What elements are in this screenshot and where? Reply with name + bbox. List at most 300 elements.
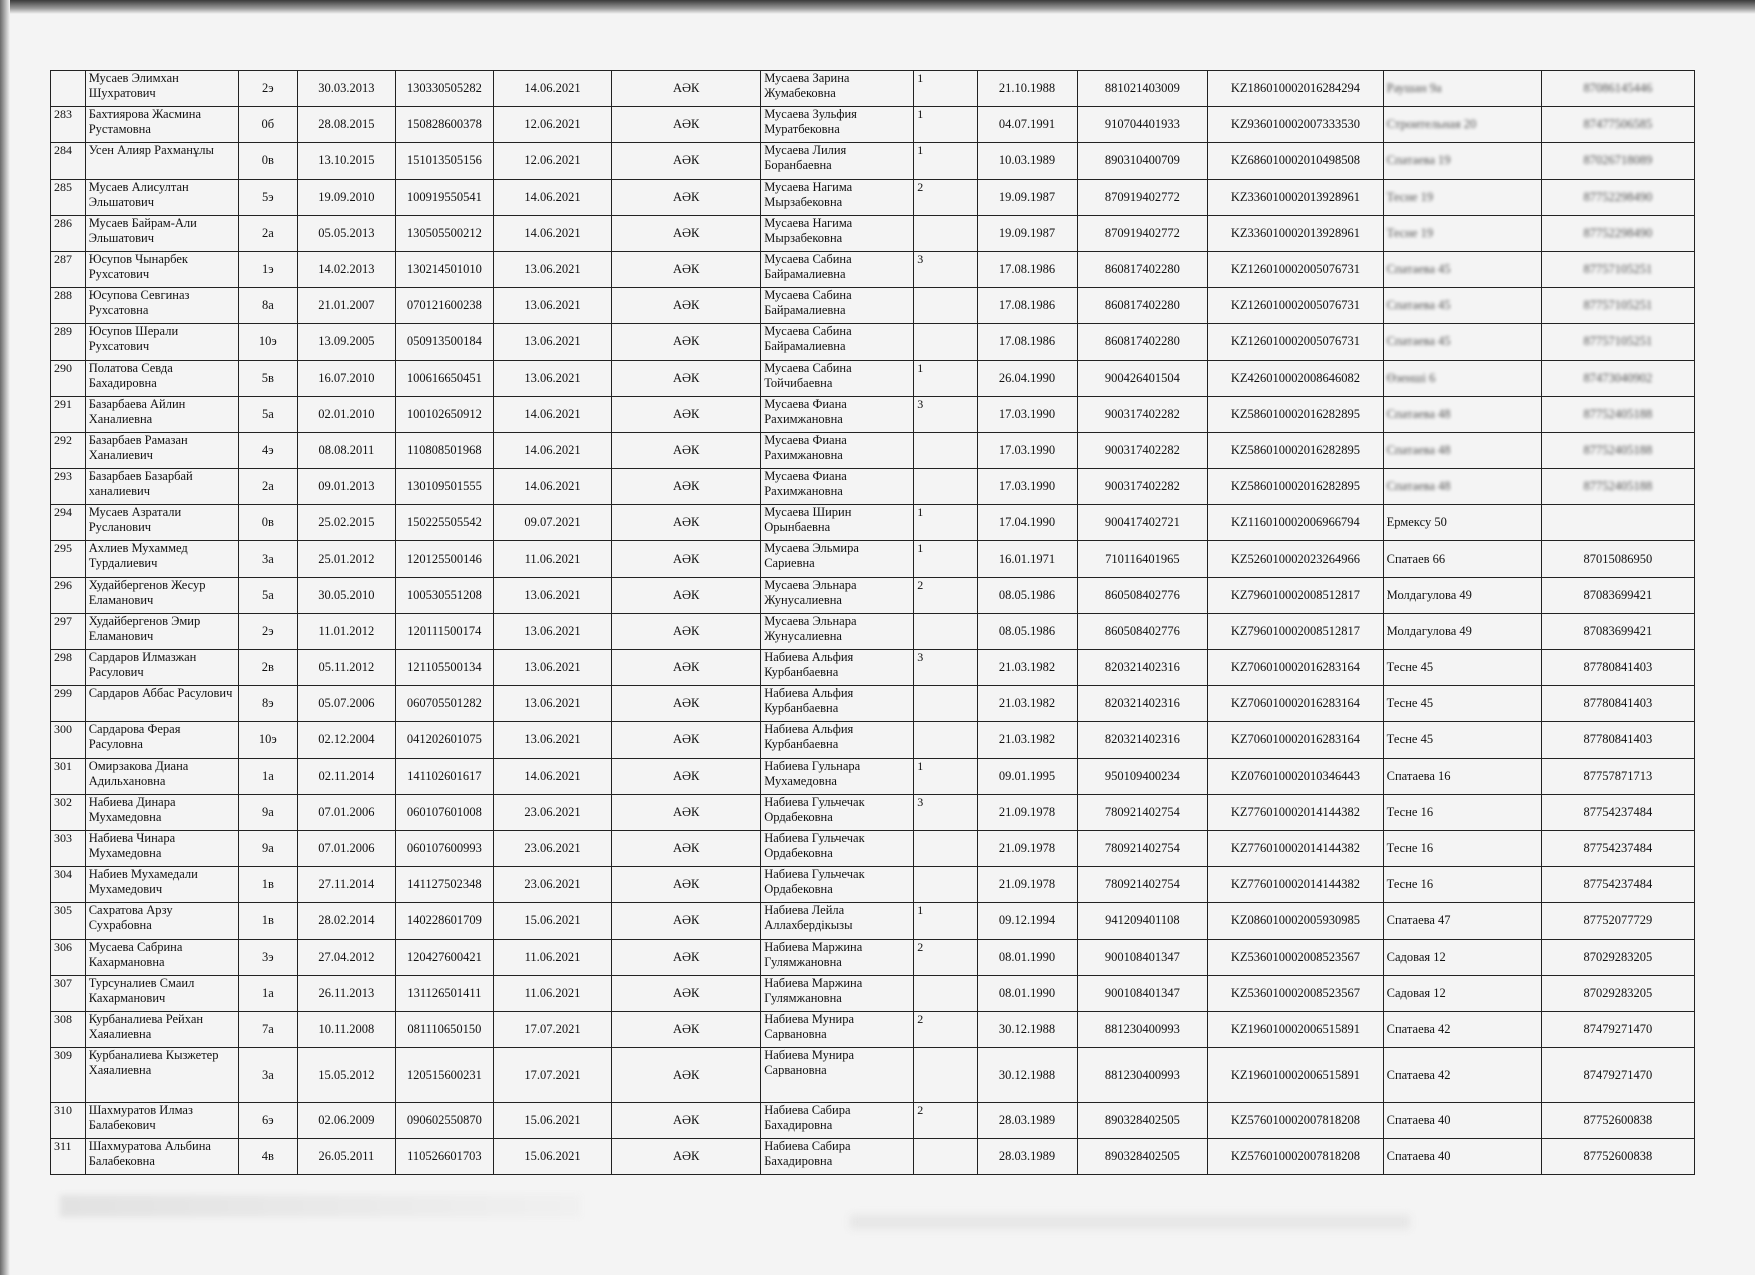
- cell-parent-iin: 900317402282: [1077, 396, 1208, 432]
- cell-phone: 87086145446: [1541, 71, 1694, 107]
- cell-parent-name: Мусаева Сабина Байрамалиевна: [761, 288, 914, 324]
- cell-child-iin: 140228601709: [395, 903, 493, 939]
- cell-row-number: [51, 71, 86, 107]
- cell-parent-name: Набиева Лейла Аллахбердiкызы: [761, 903, 914, 939]
- cell-children-count: 1: [914, 360, 977, 396]
- cell-phone: 87780841403: [1541, 650, 1694, 686]
- cell-parent-birth-date: 21.09.1978: [977, 867, 1077, 903]
- cell-phone: 87473040902: [1541, 360, 1694, 396]
- cell-address: Спатаева 45: [1383, 288, 1541, 324]
- cell-row-number: 283: [51, 107, 86, 143]
- cell-parent-iin: 820321402316: [1077, 650, 1208, 686]
- cell-child-birth-date: 07.01.2006: [297, 794, 395, 830]
- cell-child-name: Курбаналиева Кызжетер Хаяалиевна: [85, 1048, 238, 1103]
- cell-address: Спатаева 42: [1383, 1011, 1541, 1047]
- cell-assistance-type: АӘК: [612, 71, 761, 107]
- cell-parent-birth-date: 17.04.1990: [977, 505, 1077, 541]
- cell-parent-iin: 820321402316: [1077, 686, 1208, 722]
- cell-parent-name: Мусаева Эльмира Сариевна: [761, 541, 914, 577]
- cell-parent-iin: 881021403009: [1077, 71, 1208, 107]
- cell-parent-iin: 820321402316: [1077, 722, 1208, 758]
- cell-assistance-type: АӘК: [612, 107, 761, 143]
- cell-application-date: 14.06.2021: [493, 396, 611, 432]
- cell-child-iin: 141102601617: [395, 758, 493, 794]
- cell-class: 4э: [238, 432, 297, 468]
- cell-parent-birth-date: 09.01.1995: [977, 758, 1077, 794]
- cell-child-name: Набиева Динара Мухамедовна: [85, 794, 238, 830]
- cell-children-count: 3: [914, 396, 977, 432]
- cell-row-number: 308: [51, 1011, 86, 1047]
- cell-parent-iin: 890310400709: [1077, 143, 1208, 179]
- cell-parent-name: Набиева Альфия Курбанбаевна: [761, 650, 914, 686]
- table-row: [51, 867, 1695, 903]
- cell-child-name: Турсуналиев Смаил Кахарманович: [85, 975, 238, 1011]
- cell-assistance-type: АӘК: [612, 469, 761, 505]
- cell-child-iin: 041202601075: [395, 722, 493, 758]
- cell-child-iin: 060107600993: [395, 830, 493, 866]
- cell-row-number: 291: [51, 396, 86, 432]
- cell-assistance-type: АӘК: [612, 505, 761, 541]
- cell-child-birth-date: 25.02.2015: [297, 505, 395, 541]
- cell-parent-iin: 900108401347: [1077, 939, 1208, 975]
- cell-application-date: 12.06.2021: [493, 143, 611, 179]
- cell-row-number: 295: [51, 541, 86, 577]
- cell-parent-birth-date: 08.05.1986: [977, 577, 1077, 613]
- cell-assistance-type: АӘК: [612, 324, 761, 360]
- cell-parent-birth-date: 21.09.1978: [977, 794, 1077, 830]
- cell-application-date: 17.07.2021: [493, 1048, 611, 1103]
- cell-child-name: Омирзакова Диана Адильхановна: [85, 758, 238, 794]
- table-row: [51, 505, 1695, 541]
- cell-children-count: 2: [914, 1011, 977, 1047]
- cell-address: Садовая 12: [1383, 939, 1541, 975]
- cell-parent-birth-date: 17.08.1986: [977, 251, 1077, 287]
- cell-child-iin: 100530551208: [395, 577, 493, 613]
- cell-child-iin: 130330505282: [395, 71, 493, 107]
- cell-children-count: 2: [914, 1103, 977, 1139]
- cell-children-count: [914, 830, 977, 866]
- cell-parent-birth-date: 17.03.1990: [977, 469, 1077, 505]
- cell-bank-account: KZ186010002016284294: [1208, 71, 1384, 107]
- cell-children-count: 3: [914, 650, 977, 686]
- cell-child-iin: 110526601703: [395, 1139, 493, 1175]
- registry-table: [50, 70, 1695, 1175]
- cell-address: Тесне 16: [1383, 830, 1541, 866]
- table-row: [51, 939, 1695, 975]
- cell-class: 9а: [238, 794, 297, 830]
- cell-child-name: Мусаев Азратали Русланович: [85, 505, 238, 541]
- cell-phone: 87477506585: [1541, 107, 1694, 143]
- cell-class: 1а: [238, 758, 297, 794]
- cell-child-name: Базарбаева Айлин Ханалиевна: [85, 396, 238, 432]
- cell-child-birth-date: 02.11.2014: [297, 758, 395, 794]
- cell-class: 3э: [238, 939, 297, 975]
- cell-assistance-type: АӘК: [612, 1011, 761, 1047]
- scan-edge-top: [0, 0, 1755, 14]
- cell-parent-name: Мусаева Сабина Байрамалиевна: [761, 324, 914, 360]
- cell-phone: 87752405188: [1541, 396, 1694, 432]
- cell-assistance-type: АӘК: [612, 143, 761, 179]
- cell-parent-name: Мусаева Зульфия Муратбековна: [761, 107, 914, 143]
- cell-bank-account: KZ776010002014144382: [1208, 867, 1384, 903]
- cell-application-date: 13.06.2021: [493, 650, 611, 686]
- cell-row-number: 305: [51, 903, 86, 939]
- table-row: [51, 179, 1695, 215]
- cell-bank-account: KZ126010002005076731: [1208, 288, 1384, 324]
- cell-class: 3а: [238, 1048, 297, 1103]
- cell-children-count: 1: [914, 903, 977, 939]
- cell-child-name: Мусаева Сабрина Кахармановна: [85, 939, 238, 975]
- cell-children-count: 1: [914, 107, 977, 143]
- cell-assistance-type: АӘК: [612, 1048, 761, 1103]
- cell-bank-account: KZ086010002005930985: [1208, 903, 1384, 939]
- cell-parent-iin: 780921402754: [1077, 794, 1208, 830]
- cell-row-number: 286: [51, 215, 86, 251]
- cell-child-birth-date: 26.05.2011: [297, 1139, 395, 1175]
- cell-phone: 87754237484: [1541, 867, 1694, 903]
- cell-address: Тесне 45: [1383, 686, 1541, 722]
- cell-parent-birth-date: 17.08.1986: [977, 288, 1077, 324]
- table-row: [51, 830, 1695, 866]
- cell-child-name: Набиев Мухамедали Мухамедович: [85, 867, 238, 903]
- cell-child-birth-date: 09.01.2013: [297, 469, 395, 505]
- cell-phone: 87752077729: [1541, 903, 1694, 939]
- cell-class: 1в: [238, 903, 297, 939]
- cell-children-count: [914, 613, 977, 649]
- cell-child-birth-date: 27.11.2014: [297, 867, 395, 903]
- cell-child-name: Юсупова Севгиназ Рухсатовна: [85, 288, 238, 324]
- cell-bank-account: KZ686010002010498508: [1208, 143, 1384, 179]
- cell-parent-name: Набиева Гульчечак Ордабековна: [761, 867, 914, 903]
- cell-parent-birth-date: 28.03.1989: [977, 1103, 1077, 1139]
- cell-assistance-type: АӘК: [612, 1103, 761, 1139]
- cell-bank-account: KZ126010002005076731: [1208, 324, 1384, 360]
- cell-row-number: 289: [51, 324, 86, 360]
- cell-parent-iin: 710116401965: [1077, 541, 1208, 577]
- cell-address: Спатаева 42: [1383, 1048, 1541, 1103]
- cell-parent-iin: 860508402776: [1077, 577, 1208, 613]
- table-row: [51, 1139, 1695, 1175]
- cell-parent-iin: 900426401504: [1077, 360, 1208, 396]
- cell-application-date: 13.06.2021: [493, 324, 611, 360]
- cell-child-iin: 121105500134: [395, 650, 493, 686]
- cell-child-name: Мусаев Байрам-Али Эльшатович: [85, 215, 238, 251]
- cell-assistance-type: АӘК: [612, 577, 761, 613]
- cell-bank-account: KZ776010002014144382: [1208, 830, 1384, 866]
- cell-row-number: 309: [51, 1048, 86, 1103]
- cell-child-birth-date: 02.12.2004: [297, 722, 395, 758]
- cell-children-count: [914, 432, 977, 468]
- cell-parent-name: Набиева Гульчечак Ордабековна: [761, 830, 914, 866]
- table-row: [51, 143, 1695, 179]
- cell-parent-birth-date: 21.03.1982: [977, 722, 1077, 758]
- cell-row-number: 302: [51, 794, 86, 830]
- cell-row-number: 310: [51, 1103, 86, 1139]
- cell-child-name: Сардаров Илмазжан Расулович: [85, 650, 238, 686]
- cell-parent-birth-date: 21.10.1988: [977, 71, 1077, 107]
- cell-parent-iin: 941209401108: [1077, 903, 1208, 939]
- cell-address: Спатаева 47: [1383, 903, 1541, 939]
- cell-row-number: 288: [51, 288, 86, 324]
- cell-bank-account: KZ706010002016283164: [1208, 686, 1384, 722]
- cell-class: 0в: [238, 143, 297, 179]
- cell-children-count: 3: [914, 251, 977, 287]
- cell-application-date: 15.06.2021: [493, 1139, 611, 1175]
- table-row: [51, 396, 1695, 432]
- cell-bank-account: KZ576010002007818208: [1208, 1103, 1384, 1139]
- table-row: [51, 1103, 1695, 1139]
- cell-class: 1в: [238, 867, 297, 903]
- cell-parent-iin: 900317402282: [1077, 432, 1208, 468]
- cell-child-birth-date: 28.08.2015: [297, 107, 395, 143]
- table-row: [51, 794, 1695, 830]
- cell-parent-iin: 870919402772: [1077, 179, 1208, 215]
- cell-child-iin: 150828600378: [395, 107, 493, 143]
- cell-child-name: Сардарова Ферая Расуловна: [85, 722, 238, 758]
- cell-class: 5а: [238, 396, 297, 432]
- cell-bank-account: KZ116010002006966794: [1208, 505, 1384, 541]
- cell-phone: 87754237484: [1541, 830, 1694, 866]
- table-row: [51, 650, 1695, 686]
- cell-application-date: 11.06.2021: [493, 975, 611, 1011]
- cell-child-iin: 130214501010: [395, 251, 493, 287]
- cell-row-number: 290: [51, 360, 86, 396]
- cell-assistance-type: АӘК: [612, 903, 761, 939]
- cell-parent-birth-date: 26.04.1990: [977, 360, 1077, 396]
- cell-class: 2э: [238, 71, 297, 107]
- cell-bank-account: KZ336010002013928961: [1208, 179, 1384, 215]
- cell-children-count: [914, 1139, 977, 1175]
- cell-phone: 87752298490: [1541, 179, 1694, 215]
- cell-bank-account: KZ576010002007818208: [1208, 1139, 1384, 1175]
- cell-bank-account: KZ706010002016283164: [1208, 650, 1384, 686]
- cell-child-birth-date: 07.01.2006: [297, 830, 395, 866]
- cell-child-birth-date: 02.06.2009: [297, 1103, 395, 1139]
- cell-child-name: Бахтиярова Жасмина Рустамовна: [85, 107, 238, 143]
- table-row: [51, 71, 1695, 107]
- cell-child-iin: 060107601008: [395, 794, 493, 830]
- cell-application-date: 14.06.2021: [493, 758, 611, 794]
- cell-application-date: 11.06.2021: [493, 939, 611, 975]
- table-row: [51, 686, 1695, 722]
- cell-bank-account: KZ426010002008646082: [1208, 360, 1384, 396]
- cell-assistance-type: АӘК: [612, 251, 761, 287]
- cell-parent-name: Мусаева Сабина Байрамалиевна: [761, 251, 914, 287]
- cell-child-iin: 130109501555: [395, 469, 493, 505]
- cell-address: Тесне 45: [1383, 650, 1541, 686]
- cell-child-birth-date: 28.02.2014: [297, 903, 395, 939]
- cell-row-number: 284: [51, 143, 86, 179]
- cell-children-count: 2: [914, 577, 977, 613]
- cell-parent-birth-date: 30.12.1988: [977, 1048, 1077, 1103]
- cell-phone: 87752600838: [1541, 1139, 1694, 1175]
- cell-parent-name: Набиева Мунира Сарвановна: [761, 1011, 914, 1047]
- cell-child-name: Полатова Севда Бахадировна: [85, 360, 238, 396]
- cell-parent-name: Мусаева Эльнара Жунусалиевна: [761, 577, 914, 613]
- cell-phone: 87029283205: [1541, 975, 1694, 1011]
- cell-bank-account: KZ126010002005076731: [1208, 251, 1384, 287]
- cell-parent-birth-date: 04.07.1991: [977, 107, 1077, 143]
- cell-class: 9а: [238, 830, 297, 866]
- cell-phone: 87757871713: [1541, 758, 1694, 794]
- cell-row-number: 303: [51, 830, 86, 866]
- cell-class: 6э: [238, 1103, 297, 1139]
- cell-child-birth-date: 21.01.2007: [297, 288, 395, 324]
- cell-assistance-type: АӘК: [612, 867, 761, 903]
- cell-bank-account: KZ586010002016282895: [1208, 396, 1384, 432]
- cell-parent-birth-date: 19.09.1987: [977, 215, 1077, 251]
- cell-assistance-type: АӘК: [612, 432, 761, 468]
- cell-children-count: [914, 975, 977, 1011]
- cell-application-date: 11.06.2021: [493, 541, 611, 577]
- cell-address: Раушан 9а: [1383, 71, 1541, 107]
- cell-class: 3а: [238, 541, 297, 577]
- cell-parent-name: Набиева Мунира Сарвановна: [761, 1048, 914, 1103]
- cell-address: Молдагулова 49: [1383, 577, 1541, 613]
- cell-application-date: 13.06.2021: [493, 613, 611, 649]
- table-row: [51, 324, 1695, 360]
- cell-child-birth-date: 02.01.2010: [297, 396, 395, 432]
- cell-assistance-type: АӘК: [612, 722, 761, 758]
- cell-application-date: 13.06.2021: [493, 360, 611, 396]
- cell-child-birth-date: 13.10.2015: [297, 143, 395, 179]
- cell-child-iin: 131126501411: [395, 975, 493, 1011]
- cell-parent-iin: 860817402280: [1077, 324, 1208, 360]
- cell-assistance-type: АӘК: [612, 613, 761, 649]
- cell-child-iin: 110808501968: [395, 432, 493, 468]
- cell-bank-account: KZ536010002008523567: [1208, 939, 1384, 975]
- cell-child-iin: 060705501282: [395, 686, 493, 722]
- cell-parent-birth-date: 08.01.1990: [977, 939, 1077, 975]
- cell-child-name: Базарбаев Базарбай ханалиевич: [85, 469, 238, 505]
- cell-children-count: 1: [914, 71, 977, 107]
- cell-parent-iin: 881230400993: [1077, 1011, 1208, 1047]
- cell-parent-birth-date: 17.03.1990: [977, 396, 1077, 432]
- cell-bank-account: KZ706010002016283164: [1208, 722, 1384, 758]
- cell-application-date: 14.06.2021: [493, 179, 611, 215]
- cell-phone: 87757105251: [1541, 324, 1694, 360]
- cell-application-date: 15.06.2021: [493, 903, 611, 939]
- cell-child-birth-date: 13.09.2005: [297, 324, 395, 360]
- table-row: [51, 215, 1695, 251]
- cell-children-count: [914, 722, 977, 758]
- cell-application-date: 17.07.2021: [493, 1011, 611, 1047]
- cell-row-number: 292: [51, 432, 86, 468]
- cell-children-count: 1: [914, 541, 977, 577]
- cell-assistance-type: АӘК: [612, 288, 761, 324]
- cell-row-number: 311: [51, 1139, 86, 1175]
- cell-address: Спатаева 16: [1383, 758, 1541, 794]
- scan-smudge: [850, 1215, 1410, 1229]
- cell-parent-iin: 780921402754: [1077, 830, 1208, 866]
- cell-assistance-type: АӘК: [612, 650, 761, 686]
- cell-child-birth-date: 05.11.2012: [297, 650, 395, 686]
- cell-parent-name: Набиева Альфия Курбанбаевна: [761, 722, 914, 758]
- table-row: [51, 1048, 1695, 1103]
- cell-bank-account: KZ196010002006515891: [1208, 1048, 1384, 1103]
- cell-assistance-type: АӘК: [612, 1139, 761, 1175]
- table-row: [51, 722, 1695, 758]
- cell-parent-birth-date: 08.01.1990: [977, 975, 1077, 1011]
- cell-child-iin: 100102650912: [395, 396, 493, 432]
- cell-phone: 87752405188: [1541, 432, 1694, 468]
- cell-child-name: Сардаров Аббас Расулович: [85, 686, 238, 722]
- cell-parent-iin: 890328402505: [1077, 1139, 1208, 1175]
- table-row: [51, 613, 1695, 649]
- cell-address: Тесне 16: [1383, 794, 1541, 830]
- table-row: [51, 432, 1695, 468]
- cell-child-iin: 120427600421: [395, 939, 493, 975]
- cell-row-number: 285: [51, 179, 86, 215]
- cell-class: 2э: [238, 613, 297, 649]
- cell-phone: 87752298490: [1541, 215, 1694, 251]
- cell-row-number: 300: [51, 722, 86, 758]
- cell-parent-birth-date: 16.01.1971: [977, 541, 1077, 577]
- cell-child-name: Мусаев Алисултан Эльшатович: [85, 179, 238, 215]
- registry-sheet: [50, 70, 1695, 1175]
- scan-edge-left: [0, 0, 10, 1275]
- cell-assistance-type: АӘК: [612, 686, 761, 722]
- cell-child-birth-date: 05.05.2013: [297, 215, 395, 251]
- cell-children-count: 3: [914, 794, 977, 830]
- cell-bank-account: KZ936010002007333530: [1208, 107, 1384, 143]
- cell-address: Спатаева 45: [1383, 251, 1541, 287]
- cell-bank-account: KZ796010002008512817: [1208, 577, 1384, 613]
- cell-phone: 87780841403: [1541, 722, 1694, 758]
- cell-assistance-type: АӘК: [612, 541, 761, 577]
- cell-parent-birth-date: 21.03.1982: [977, 686, 1077, 722]
- cell-bank-account: KZ536010002008523567: [1208, 975, 1384, 1011]
- cell-phone: 87015086950: [1541, 541, 1694, 577]
- cell-parent-birth-date: 09.12.1994: [977, 903, 1077, 939]
- cell-parent-iin: 860817402280: [1077, 288, 1208, 324]
- table-row: [51, 975, 1695, 1011]
- cell-phone: 87026718089: [1541, 143, 1694, 179]
- cell-child-birth-date: 26.11.2013: [297, 975, 395, 1011]
- cell-address: Тесне 45: [1383, 722, 1541, 758]
- cell-address: Тесне 16: [1383, 867, 1541, 903]
- table-row: [51, 288, 1695, 324]
- cell-parent-name: Мусаева Фиана Рахимжановна: [761, 396, 914, 432]
- cell-address: Спатаева 19: [1383, 143, 1541, 179]
- cell-bank-account: KZ776010002014144382: [1208, 794, 1384, 830]
- cell-parent-iin: 890328402505: [1077, 1103, 1208, 1139]
- cell-application-date: 23.06.2021: [493, 867, 611, 903]
- cell-parent-iin: 860817402280: [1077, 251, 1208, 287]
- cell-parent-birth-date: 21.09.1978: [977, 830, 1077, 866]
- cell-assistance-type: АӘК: [612, 975, 761, 1011]
- cell-class: 2а: [238, 469, 297, 505]
- cell-parent-name: Мусаева Лилия Боранбаевна: [761, 143, 914, 179]
- cell-address: Тесне 19: [1383, 179, 1541, 215]
- cell-child-birth-date: 15.05.2012: [297, 1048, 395, 1103]
- cell-child-iin: 100616650451: [395, 360, 493, 396]
- cell-bank-account: KZ526010002023264966: [1208, 541, 1384, 577]
- cell-row-number: 293: [51, 469, 86, 505]
- cell-parent-iin: 910704401933: [1077, 107, 1208, 143]
- cell-child-iin: 120111500174: [395, 613, 493, 649]
- cell-children-count: [914, 324, 977, 360]
- cell-application-date: 15.06.2021: [493, 1103, 611, 1139]
- cell-child-birth-date: 25.01.2012: [297, 541, 395, 577]
- cell-application-date: 14.06.2021: [493, 215, 611, 251]
- cell-bank-account: KZ586010002016282895: [1208, 432, 1384, 468]
- cell-parent-birth-date: 10.03.1989: [977, 143, 1077, 179]
- cell-class: 10э: [238, 324, 297, 360]
- cell-child-iin: 070121600238: [395, 288, 493, 324]
- cell-bank-account: KZ586010002016282895: [1208, 469, 1384, 505]
- cell-application-date: 14.06.2021: [493, 469, 611, 505]
